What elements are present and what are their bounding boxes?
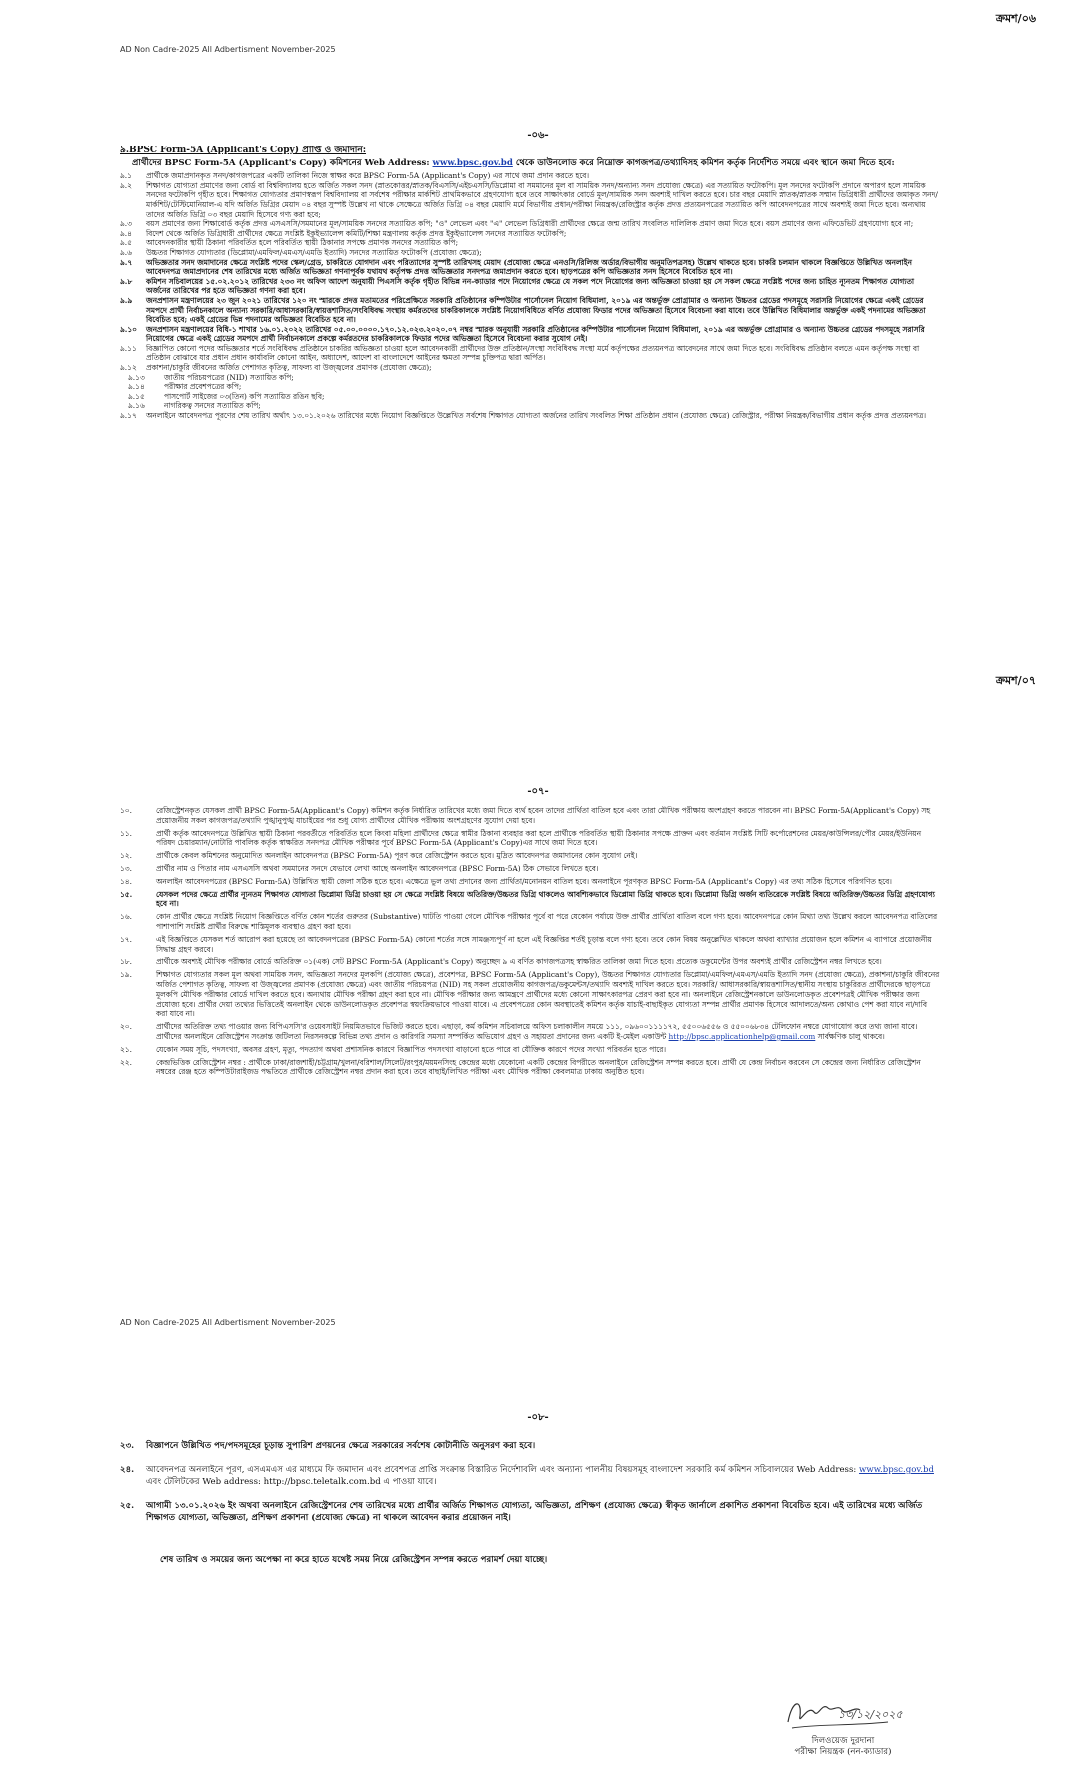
list-item xyxy=(120,806,940,826)
item-number: ১৪. xyxy=(120,876,132,886)
item-number: ৯.২ xyxy=(120,180,132,190)
item-text: জাতীয় পরিচয়পত্রের (NID) সত্যায়িত কপি; xyxy=(164,372,294,382)
item-number: ৯.৫ xyxy=(120,238,132,248)
item-text: প্রার্থীকে জমাপ্রদানকৃত সনদ/কাগজপত্রের একটি তালিকা নিজে স্বাক্ষর করে BPSC Form-5A (Applicant's Copy) এর সাথে জমা প্রদান করতে হবে। xyxy=(146,171,590,181)
handwritten-signature xyxy=(768,1692,918,1736)
item-number: ২৫. xyxy=(120,1501,135,1511)
item-number: ৯.১০ xyxy=(120,324,137,334)
item-text: শিক্ষাগত যোগ্যতার সকল মূল অথবা সাময়িক সনদ, অভিজ্ঞতা সনদের মূলকপি (প্রযোজ্য ক্ষেত্রে), প্রবেশপত্র, BPSC Form-5A (Applicant's Copy), উচ্চতর শিক্ষাগত যোগ্যতার ডিপ্লোমা/এমফিল/এমএস/এমডি ইত্যাদি সনদ (প্রযোজ্য ক্ষেত্রে), প্রকাশনা/চাকুরি জীবনের অর্জিত পেশাগত কৃতিত্ব, সাফল্য বা উজ্জ্বলের প্রমাণক (প্রযোজ্য ক্ষেত্রে) এবং জাতীয় পরিচয়পত্র (NID) সহ সকল প্রয়োজনীয় কাগজপত্র/ডকুমেন্টস/তথ্যাদি অবশ্যই দাখিল করতে হবে। সরকারি/ আধাসরকারি/স্বায়ত্তশাসিত/স্থানীয় সংস্থায় চাকুরিরত প্রার্থীদেরকে ছাড়পত্রে মূলকপি মৌখিক পরীক্ষার বোর্ডে দাখিল করতে হবে। অন্যথায় মৌখিক পরীক্ষা গ্রহণ করা হবে না। মৌখিক পরীক্ষার জন্য আমন্ত্রণে প্রার্থীদের মধ্যে কোনো সাক্ষাৎকারপত্র প্রেরণ করা হবে না। অনলাইনে রেজিস্ট্রেশনকালে ডাউনলোডকৃত প্রবেশপত্রই মৌখিক পরীক্ষার জন্য প্রযোজ্য হবে। প্রার্থীর দেয়া তথ্যের ভিত্তিতেই অনলাইন থেকে ডাউনলোডকৃত প্রবেশপত্র স্বয়ংক্রিয়ভাবে পাওয়া যাবে। এ প্রবেশপত্রের কোন অবস্থাতেই কমিশন কর্তৃক যাচাই-বাছাইকৃত যোগ্যতা সম্পন্ন প্রার্থীর প্রমাণক হিসেবে আদালতে/অন্য কোথাও পেশ করা যাবে না/দাবি করা যাবে না। xyxy=(156,970,940,1019)
list-item xyxy=(120,277,940,296)
closing-note: শেষ তারিখ ও সময়ের জন্য অপেক্ষা না করে হাতে যথেষ্ট সময় নিয়ে রেজিস্ট্রেশন সম্পন্ন করতে পরামর্শ দেয়া যাচ্ছে। xyxy=(160,1555,548,1565)
item-text: প্রার্থী কর্তৃক আবেদনপত্রে উল্লিখিত স্থায়ী ঠিকানা পরবর্তীতে পরিবর্তিত হলে কিংবা মহিলা প্রার্থীদের ক্ষেত্রে স্বামীর ঠিকানা ব্যবহার করা হলে প্রার্থীকে পরিবর্তিত স্থায়ী ঠিকানার সপক্ষে প্রাক্তন এবং বর্তমান সংশ্লিষ্ট সিটি কর্পোরেশনের মেয়র/কাউন্সিলর/পৌর মেয়র/ইউনিয়ন পরিষদ চেয়ারম্যান/নোটারি পাবলিক কর্তৃক স্বাক্ষরিত সনদপত্র মৌখিক পরীক্ষার পূর্বে BPSC Form-5A (Applicant's Copy)এর সাথে জমা দিতে হবে। xyxy=(156,828,922,848)
item-number: ১২. xyxy=(120,851,132,861)
item-number: ৯.১৫ xyxy=(128,391,145,401)
item-text: কোন প্রার্থীর ক্ষেত্রে সংশ্লিষ্ট নিয়োগ বিজ্ঞপ্তিতে বর্ণিত কোন শর্তের গুরুতর (Substantive) ঘাটতি পাওয়া গেলে মৌখিক পরীক্ষার পূর্বে বা পরে যেকোন পর্যায়ে উক্ত প্রার্থীর প্রার্থিতা বাতিল বলে গণ্য হবে। আবেদনপত্রে কোন মিথ্যা তথ্য উল্লেখ করলে আবেদনপত্র বাতিলের পাশাপাশি সংশ্লিষ্ট প্রার্থীর বিরুদ্ধে শাস্তিমূলক ব্যবস্থাও গ্রহণ করা হবে। xyxy=(156,912,938,931)
list-item xyxy=(120,238,940,248)
item-text: উচ্চতর শিক্ষাগত যোগ্যতার (ডিপ্লোমা/এমফিল/এমএস/এমডি ইত্যাদি) সনদের সত্যায়িত ফটোকপি (প্রযোজ্য ক্ষেত্রে); xyxy=(146,247,482,257)
signatory-designation: পরীক্ষা নিয়ন্ত্রক (নন-ক্যাডার) xyxy=(794,1747,892,1757)
item-number: ৯.৬ xyxy=(120,247,132,257)
list-item xyxy=(120,296,940,325)
handwritten-date: ১৩/১২/২০২৫ xyxy=(838,1708,903,1721)
list-item xyxy=(120,935,940,955)
list-item xyxy=(120,829,940,849)
page7-content xyxy=(120,806,940,1314)
page-number-08: -০৮- xyxy=(527,1412,549,1423)
list-item-25 xyxy=(120,1500,940,1524)
serial-marker-07: ক্রমশ/০৭ xyxy=(995,674,1036,687)
item-number: ১৫. xyxy=(120,889,133,899)
list-item xyxy=(120,912,940,932)
page-number-07: -০৭- xyxy=(527,786,549,797)
item-number: ১৮. xyxy=(120,957,132,967)
item-text: কেন্দ্রভিত্তিক রেজিস্ট্রেশন নম্বর : প্রার্থীকে ঢাকা/রাজশাহী/চট্টগ্রাম/খুলনা/বরিশাল/সিলেট/রংপুর/ময়মনসিংহ কেন্দ্রের মধ্যে যেকোনো একটি কেন্দ্রের বিপরীতে অনলাইনে রেজিস্ট্রেশন সম্পন্ন করতে হবে। প্রার্থী যে কেন্দ্র নির্বাচন করবেন সে কেন্দ্রের জন্য নির্ধারিত রেজিস্ট্রেশন নম্বরের রেঞ্জ হতে কম্পিউটারাইজড পদ্ধতিতে প্রার্থীকে রেজিস্ট্রেশন নম্বর প্রদান করা হবে। তবে বাছাই/লিখিত পরীক্ষা এবং মৌখিক পরীক্ষা কেবলমাত্র ঢাকায় অনুষ্ঠিত হবে। xyxy=(156,1057,921,1077)
sub-list-item xyxy=(120,401,940,411)
item-text: শিক্ষাগত যোগ্যতা প্রমাণের জন্য বোর্ড বা বিশ্ববিদ্যালয় হতে অর্জিত সকল সনদ (স্নাতকোত্তর/স্নাতক/বিএসসি/এইচএসসি/ডিপ্লোমা বা সমমানের মূল বা সাময়িক সনদ/অন্যান্য সনদ প্রযোজ্য ক্ষেত্রে) এর সত্যায়িত ফটোকপি। মূল সনদের ফটোকপি প্রদানে অপারগ হলে সাময়িক সনদের ফটোকপি গৃহীত হবে। শিক্ষাগত যোগ্যতার প্রমাণস্বরূপ বিশ্ববিদ্যালয় বা সর্বশেষ পরীক্ষার মার্কশিট প্রাথমিকভাবে গ্রহণযোগ্য হবে তবে সাক্ষাৎকার বোর্ডে মূল/সাময়িক সনদ অবশ্যই দাখিল করতে হবে। চার বছর মেয়াদি স্নাতক/স্নাতক সম্মান ডিগ্রিধারী প্রার্থীদের জমাকৃত সনদ/মার্কশিট/টেস্টিমোনিয়াল-এ যদি অর্জিত ডিগ্রির মেয়াদ ০৪ বছর সুস্পষ্ট উল্লেখ না থাকে সেক্ষেত্রে অর্জিত ডিগ্রি ০৪ বছর মেয়াদি মর্মে বিভাগীয় প্রধান/পরীক্ষা নিয়ন্ত্রক/রেজিস্ট্রার কর্তৃক প্রদত্ত প্রত্যয়নপত্রের সত্যায়িত কপি আবেদনপত্রের সাথে অবশ্যই জমা দিতে হবে। অন্যথায় তাদের অর্জিত ডিগ্রি ০৩ বছর মেয়াদি হিসেবে গণ্য করা হবে; xyxy=(146,180,938,219)
item-number: ৯.৪ xyxy=(120,228,132,238)
item-text: যেকোন সময় সূচি, পদসংখ্যা, অবসর গ্রহণ, মৃত্যু, পদত্যাগ অথবা প্রশাসনিক কারণে বিজ্ঞাপিত পদসংখ্যা বাড়ানো হতে পারে বা যৌক্তিক কারণে পদের সংখ্যা পরিবর্তন হতে পারে। xyxy=(156,1044,666,1054)
list-item xyxy=(120,229,940,239)
list-item xyxy=(120,344,940,363)
item-text: বিজ্ঞাপনে উল্লিখিত পদ/পদসমূহের চূড়ান্ত সুপারিশ প্রণয়নের ক্ষেত্রে সরকারের সর্বশেষ কোটানীতি অনুসরণ করা হবে। xyxy=(146,1441,536,1451)
list-item-9-17 xyxy=(120,411,940,421)
list-item xyxy=(120,1022,940,1042)
list-item xyxy=(120,363,940,373)
item-text: আবেদনকারীর স্থায়ী ঠিকানা পরিবর্তিত হলে পরিবর্তিত স্থায়ী ঠিকানার সপক্ষে প্রমাণক সনদের সত্যায়িত কপি; xyxy=(146,238,459,248)
item-text: জনপ্রশাসন মন্ত্রণালয়ের বিধি-১ শাখার ১৬.০১.২০২২ তারিখের ০৫.০০.০০০০.১৭০.১২.০২৩.২০২০.০৭ নম্বর স্মারক অনুযায়ী সরকারি প্রতিষ্ঠানের কম্পিউটার পার্সোনেল নিয়োগ বিধিমালা, ২০১৯ এর অন্তর্ভুক্ত প্রোগ্রামার ও অন্যান্য উচ্চতর গ্রেডের পদসমূহে সরাসরি নিয়োগের ক্ষেত্রে একই গ্রেডের সমপদে প্রার্থী নির্বাচনকালে প্রকল্পে কর্মরতদের চাকরিকালকে ফিডার পদের অভিজ্ঞতা হিসেবে বিবেচনা করার সুযোগ নেই। xyxy=(146,324,925,344)
intro-text-2: থেকে ডাউনলোড করে নিম্নোক্ত কাগজপত্র/তথ্যাদিসহ কমিশন কর্তৃক নির্দেশিত সময়ে এবং স্থানে জমা দিতে হবে: xyxy=(515,157,895,168)
item-text: রেজিস্ট্রেশনকৃত যেসকল প্রার্থী BPSC Form-5A(Applicant's Copy) কমিশন কর্তৃক নির্ধারিত তারিখের মধ্যে জমা দিতে ব্যর্থ হবেন তাদের প্রার্থিতা বাতিল হবে এবং তারা মৌখিক পরীক্ষায় অংশগ্রহণ করতে পারবেন না। BPSC Form-5A(Applicant's Copy) সহ প্রয়োজনীয় সকল কাগজপত্র/তথ্যাদি পুঙ্খানুপুঙ্খ যাচাইয়ের পর শুধু যোগ্য প্রার্থীদের মৌখিক পরীক্ষায় অংশগ্রহণের সুযোগ দেয়া হবে। xyxy=(156,806,931,825)
signature-block xyxy=(758,1692,928,1758)
item-text: আগামী ১৩.০১.২০২৬ ইং অথবা অনলাইনে রেজিস্ট্রেশনের শেষ তারিখের মধ্যে প্রার্থীর অর্জিত শিক্ষাগত যোগ্যতা, অভিজ্ঞতা, প্রশিক্ষণ (প্রযোজ্য ক্ষেত্রে) স্বীকৃত জার্নালে প্রকাশিত প্রকাশনা বিবেচিত হবে। এই তারিখের মধ্যে অর্জিত শিক্ষাগত যোগ্যতা, অভিজ্ঞতা, প্রশিক্ষণ প্রকাশনা (প্রযোজ্য ক্ষেত্রে) না থাকলে আবেদন করার প্রয়োজন নাই। xyxy=(146,1501,923,1523)
page8-content xyxy=(120,1440,940,1566)
list-item xyxy=(120,248,940,258)
item-number: ২০. xyxy=(120,1022,132,1032)
bpsc-website-link-2[interactable]: www.bpsc.gov.bd xyxy=(858,1465,934,1475)
header-note: AD Non Cadre-2025 All Adbertisment November-2025 xyxy=(120,45,336,54)
intro-text-1: প্রার্থীদের BPSC Form-5A (Applicant's Copy) কমিশনের Web Address: xyxy=(132,157,430,168)
list-item xyxy=(120,851,940,861)
list-item-23 xyxy=(120,1440,940,1452)
bpsc-website-link[interactable]: www.bpsc.gov.bd xyxy=(432,157,513,168)
list-item xyxy=(120,171,940,181)
sub-list-item xyxy=(120,382,940,392)
item-text: বয়স প্রমাণের জন্য শিক্ষাবোর্ড কর্তৃক প্রদত্ত এসএসসি/সমমানের মূল/সাময়িক সনদের সত্যায়িত কপি; "ও" লেভেল এবং "এ" লেভেল ডিগ্রিধারী প্রার্থীদের ক্ষেত্রে জন্ম তারিখ সংবলিত দালিলিক প্রমাণ জমা দিতে হবে। বয়স প্রমাণের জন্য এফিডেভিট গ্রহণযোগ্য হবে না; xyxy=(146,219,914,229)
item-number: ৯.৩ xyxy=(120,219,132,229)
item-number: ১৯. xyxy=(120,970,132,980)
item-number: ৯.১ xyxy=(120,171,132,181)
list-item xyxy=(120,877,940,887)
item-text: জনপ্রশাসন মন্ত্রণালয়ের ২৩ জুন ২০২১ তারিখের ১২০ নং স্মারকে প্রদত্ত মতামতের পরিপ্রেক্ষিতে সরকারি প্রতিষ্ঠানের কম্পিউটার পার্সোনেল নিয়োগ বিধিমালা, ২০১৯ এর অন্তর্ভুক্ত প্রোগ্রামার ও অন্যান্য উচ্চতর গ্রেডের পদসমূহে সরাসরি নিয়োগের ক্ষেত্রে একই গ্রেডের সমপদে প্রার্থী নির্বাচনকালে অন্যান্য সরকারি/আধাসরকারি/স্বায়ত্তশাসিত/সংবিধিবদ্ধ সংস্থায় কর্মরতদের চাকরিকালকে সংশ্লিষ্ট নিয়োগবিধিতে বর্ণিত প্রযোজ্য ফিডার পদের অভিজ্ঞতা হিসেবে বিবেচনা করা যাবে। তবে উল্লিখিত বিধিমালার অন্তর্ভুক্ত একই পদনামের অভিজ্ঞতা বিবেচিত হবে; একই গ্রেডের ভিন্ন পদনামের অভিজ্ঞতা বিবেচিত হবে না। xyxy=(146,295,926,325)
footer-note: AD Non Cadre-2025 All Adbertisment November-2025 xyxy=(120,1318,336,1327)
item-number: ১৬. xyxy=(120,912,132,922)
item-number: ১০. xyxy=(120,806,132,815)
item-text: বিদেশ থেকে অর্জিত ডিগ্রিধারী প্রার্থীদের ক্ষেত্রে সংশ্লিষ্ট ইকুইভ্যালেন্স কমিটি/শিক্ষা মন্ত্রণালয় কর্তৃক প্রদত্ত ইকুইভ্যালেন্স সনদের সত্যায়িত ফটোকপি; xyxy=(146,228,567,238)
item-number: ৯.১৩ xyxy=(128,372,145,382)
list-item-24 xyxy=(120,1464,940,1488)
serial-marker-06: ক্রমশ/০৬ xyxy=(995,12,1036,25)
section-9-items xyxy=(120,171,940,372)
item-text: এই বিজ্ঞপ্তিতে যেসকল শর্ত আরোপ করা হয়েছে তা আবেদনপত্রের (BPSC Form-5A) কোনো শর্তের সঙ্গে সামঞ্জস্যপূর্ণ না হলে এই বিজ্ঞপ্তির শর্তই চূড়ান্ত বলে গণ্য হবে। তবে কোন বিষয় অনুল্লেখিত থাকলে অথবা ব্যাখ্যার প্রয়োজন হলে কমিশন এ ব্যাপারে প্রয়োজনীয় সিদ্ধান্ত গ্রহণ করবে। xyxy=(156,934,932,954)
item-text: পরীক্ষার প্রবেশপত্রের কপি; xyxy=(164,382,242,392)
item-number: ৯.৯ xyxy=(120,295,133,305)
section-9-intro xyxy=(120,158,940,169)
item-text: যেসকল পদের ক্ষেত্রে প্রার্থীর ন্যূনতম শিক্ষাগত যোগ্যতা ডিপ্লোমা ডিগ্রি চাওয়া হয় সে ক্ষেত্রে সংশ্লিষ্ট বিষয়ে অতিরিক্ত/উচ্চতর ডিগ্রি থাকলেও আবশ্যিকভাবে ডিপ্লোমা ডিগ্রি থাকতে হবে। ডিপ্লোমা ডিগ্রি অর্জন ব্যতিরেকে সংশ্লিষ্ট বিষয়ে অতিরিক্ত/উচ্চতর ডিগ্রি গ্রহণযোগ্য হবে না। xyxy=(156,889,935,909)
list-item xyxy=(120,181,940,219)
page6-content xyxy=(120,146,940,684)
list-item xyxy=(120,325,940,344)
item-text: প্রার্থীদের অতিরিক্ত তথ্য পাওয়ার জন্য বিপিএসসি'র ওয়েবসাইট নিয়মিতভাবে ভিজিট করতে হবে। এছাড়া, কর্ম কমিশন সচিবালয়ে অফিস চলাকালীন সময়ে ১১১, ০৯৬০০১১১১৭২, ৫৫০০৬৫৫৬ ও ৫৫০০৬৮৩৪ টেলিফোন নম্বরে যোগাযোগ করে তথ্য জানা যাবে। প্রার্থীদের অনলাইনে রেজিস্ট্রেশন সংক্রান্ত জটিলতা নিরসনকল্পে বিভিন্ন তথ্য প্রদান ও কারিগরি সমস্যা সম্পর্কিত অভিযোগ গ্রহণ ও সহায়তা প্রদানের জন্য একটি ই-মেইল একাউন্ট xyxy=(156,1022,918,1041)
item-number: ৯.১১ xyxy=(120,343,137,353)
item-text: অনলাইন আবেদনপত্রের (BPSC Form-5A) উল্লিখিত স্থায়ী জেলা সঠিক হতে হবে। এক্ষেত্রে ভুল তথ্য প্রদানের জন্য প্রার্থিতা/মনোনয়ন বাতিল হবে। অনলাইনে পূরণকৃত BPSC Form-5A (Applicant's Copy) এর তথ্য সঠিক হিসেবে পরিগণিত হবে। xyxy=(156,876,892,886)
list-item xyxy=(120,1058,940,1078)
section-heading-9: ৯.BPSC Form-5A (Applicant's Copy) প্রাপ্তি ও জমাদান: xyxy=(120,146,367,155)
item-text: প্রকাশনা/চাকুরি জীবনের অর্জিত পেশাগত কৃতিত্ব, সাফল্য বা উজ্জ্বলের প্রমাণক (প্রযোজ্য ক্ষেত্রে); xyxy=(146,363,432,373)
item-text: অভিজ্ঞতার সনদ জমাদানের ক্ষেত্রে সংশ্লিষ্ট পদের স্কেল/গ্রেড, চাকরিতে যোগদান এবং পরিত্যাগের সুস্পষ্ট তারিখসহ মেয়াদ (প্রযোজ্য ক্ষেত্রে এনওসি/রিলিজ অর্ডার/বিভাগীয় অনুমতিপত্রসহ) উল্লেখ থাকতে হবে। চাকরি চলমান থাকলে বিজ্ঞপ্তিতে উল্লিখিত অনলাইন আবেদনপত্র জমাপ্রদানের শেষ তারিখের মধ্যে অর্জিত অভিজ্ঞতা গণনাপূর্বক যথাযথ কর্তৃপক্ষ প্রদত্ত অভিজ্ঞতার সনদপত্র জমাপ্রদান করতে হবে। ছাড়পত্রের কপি অভিজ্ঞতার সনদ হিসেবে বিবেচিত হবে না। xyxy=(146,257,912,277)
section-9-subitems xyxy=(120,373,940,411)
sub-list-item xyxy=(120,373,940,383)
list-item xyxy=(120,864,940,874)
item-number: ৯.১৪ xyxy=(128,382,145,392)
item-text: কমিশন সচিবালয়ের ১৫.০২.২০১২ তারিখের ২৩৩ নং অফিস আদেশ অনুযায়ী পিএসসি কর্তৃক গৃহীত বিভিন্ন নন-ক্যাডার পদে নিয়োগের ক্ষেত্রে যে সকল পদে নিয়োগের জন্য অভিজ্ঞতা চাওয়া হয় সে সকল ক্ষেত্রে সংশ্লিষ্ট পদের জন্য চাহিত ন্যূনতম শিক্ষাগত যোগ্যতা অর্জনের তারিখের পর হতে অভিজ্ঞতা গণনা করা হবে। xyxy=(146,276,915,296)
signatory-name: দিলওয়েজ দুরদানা xyxy=(811,1736,875,1746)
item-number: ১৩. xyxy=(120,863,132,873)
item-number: ৯.১৬ xyxy=(128,401,145,411)
item-number: ৯.৭ xyxy=(120,257,133,267)
item-number: ৯.১৭ xyxy=(120,411,137,421)
item-number: ৯.১২ xyxy=(120,363,137,373)
item-number: ২১. xyxy=(120,1044,132,1054)
item-number: ১৭. xyxy=(120,934,132,944)
list-item xyxy=(120,258,940,277)
item-text: প্রার্থীর নাম ও পিতার নাম এসএসসি অথবা সমমানের সনদে যেভাবে লেখা আছে অনলাইন আবেদনপত্রে (BPSC Form-5A) ঠিক সেভাবে লিখতে হবে। xyxy=(156,863,599,873)
item-number: ২৪. xyxy=(120,1465,135,1475)
page7-items xyxy=(120,806,940,1077)
list-item xyxy=(120,957,940,967)
item-text: অনলাইনে আবেদনপত্র পূরণের শেষ তারিখ অর্থাৎ ১৩.০১.২০২৬ তারিখের মধ্যে নিয়োগ বিজ্ঞপ্তিতে উল্লেখিত সর্বশেষ শিক্ষাগত যোগ্যতা অর্জনের তারিখ সংবলিত শিক্ষা প্রতিষ্ঠান প্রধান (প্রযোজ্য ক্ষেত্রে) রেজিস্ট্রার, পরীক্ষা নিয়ন্ত্রক/বিভাগীয় প্রধান কর্তৃক প্রদত্ত প্রত্যয়নপত্র। xyxy=(146,411,927,421)
item-text: আবেদনপত্র অনলাইনে পূরণ, এসএমএস এর মাধ্যমে ফি জমাদান এবং প্রবেশপত্র প্রাপ্তি সংক্রান্ত বিস্তারিত নির্দেশাবলি এবং অন্যান্য পালনীয় বিষয়সমূহ বাংলাদেশ সরকারি কর্ম কমিশন সচিবালয়ের Web Address: xyxy=(146,1465,857,1475)
list-item xyxy=(120,1045,940,1055)
page-number-06: -০৬- xyxy=(527,130,549,141)
item-text: প্রার্থীকে কেবল কমিশনের অনুমোদিত অনলাইন আবেদনপত্র (BPSC Form-5A) পূরণ করে রেজিস্ট্রেশন করতে হবে। মুদ্রিত আবেদনপত্র জমাদানের কোন সুযোগ নেই। xyxy=(156,851,638,861)
item-number: ১১. xyxy=(120,828,132,838)
item-text-after: এবং টেলিটকের Web address: http://bpsc.teletalk.com.bd এ পাওয়া যাবে। xyxy=(146,1477,437,1487)
sub-list-item xyxy=(120,392,940,402)
item-number: ২৩. xyxy=(120,1441,135,1451)
item-text: নাগরিকত্ব সনদের সত্যায়িত কপি; xyxy=(164,401,261,411)
item-number: ২২. xyxy=(120,1057,132,1067)
item-text: বিজ্ঞাপিত কোনো পদের অভিজ্ঞতার শর্তে সংবিধিবদ্ধ প্রতিষ্ঠানে চাকরির অভিজ্ঞতা চাওয়া হলে আবেদনকারী প্রার্থীদের উক্ত প্রতিষ্ঠান/সংস্থা সংবিধিবদ্ধ সংস্থা মর্মে কর্তৃপক্ষের প্রত্যয়নপত্র আবেদনের সাথে জমা দিতে হবে। সংবিধিবদ্ধ প্রতিষ্ঠান বলতে এমন কর্তৃপক্ষ সংস্থা বা প্রতিষ্ঠান বোঝাবে যার প্রধান প্রধান কার্যাবলি কোনো আইন, অধ্যাদেশ, আদেশ বা বাংলাদেশে আইনের ক্ষমতা সম্পন্ন চুক্তিপত্র দ্বারা অর্পিত। xyxy=(146,343,920,363)
item-text-after: সার্বক্ষণিক চালু থাকবে। xyxy=(817,1031,885,1041)
item-text: পাসপোর্ট সাইজের ০৩(তিন) কপি সত্যায়িত রঙিন ছবি; xyxy=(164,391,325,401)
list-item xyxy=(120,219,940,229)
list-item xyxy=(120,890,940,910)
help-email-link[interactable]: http://bpsc.applicationhelp@gmail.com xyxy=(668,1031,816,1041)
item-text: প্রার্থীকে অবশ্যই মৌখিক পরীক্ষার বোর্ডে অতিরিক্ত ০১(এক) সেট BPSC Form-5A (Applicant's Copy) অনুচ্ছেদ ৯ এ বর্ণিত কাগজপত্রসহ স্বাক্ষরিত তালিকা জমা দিতে হবে। প্রত্যেক ডকুমেন্টের উপর অবশ্যই প্রার্থীর রেজিস্ট্রেশন নম্বর লিখতে হবে। xyxy=(156,957,882,967)
list-item xyxy=(120,970,940,1019)
item-number: ৯.৮ xyxy=(120,276,133,286)
